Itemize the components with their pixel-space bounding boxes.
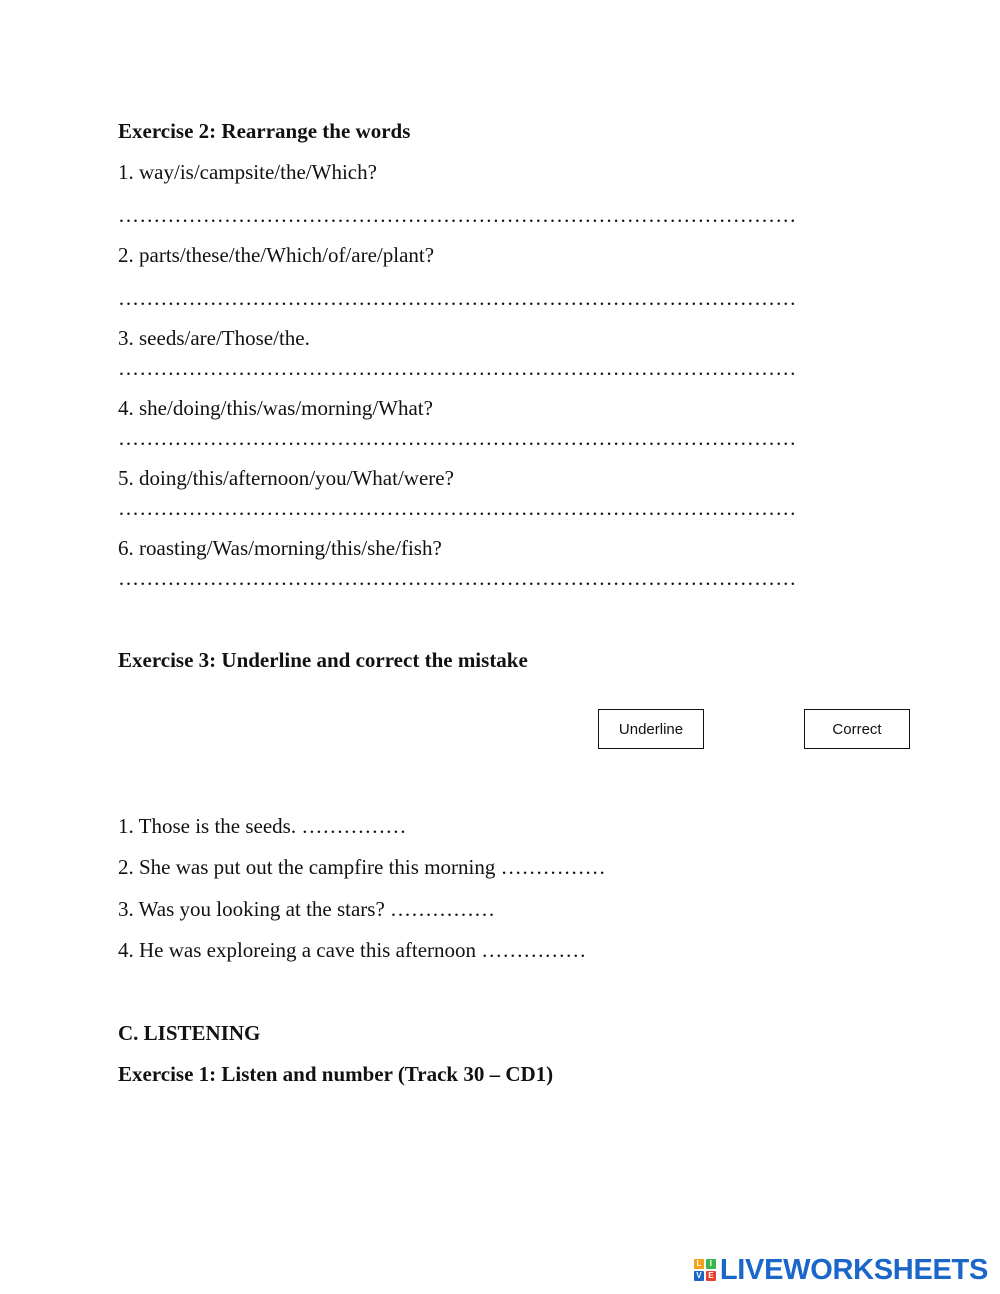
listening-heading: C. LISTENING (118, 1021, 261, 1045)
answer-line-3[interactable]: …………………………………………………………………………………… (118, 356, 797, 380)
answer-line-5[interactable]: …………………………………………………………………………………… (118, 496, 797, 520)
exercise2-item-6: 6. roasting/Was/morning/this/she/fish? (118, 536, 442, 560)
exercise3-item-2: 2. She was put out the campfire this morning …………… (118, 855, 606, 879)
exercise2-item-5: 5. doing/this/afternoon/you/What/were? (118, 466, 454, 490)
exercise2-title: Exercise 2: Rearrange the words (118, 119, 411, 143)
answer-line-6[interactable]: …………………………………………………………………………………… (118, 566, 797, 590)
exercise2-item-3: 3. seeds/are/Those/the. (118, 326, 310, 350)
exercise2-item-4: 4. she/doing/this/was/morning/What? (118, 396, 433, 420)
listening-exercise1-title: Exercise 1: Listen and number (Track 30 – CD1) (118, 1062, 554, 1086)
exercise2-item-1: 1. way/is/campsite/the/Which? (118, 160, 377, 184)
answer-line-1[interactable]: …………………………………………………………………………………… (118, 203, 797, 227)
logo-text: LIVEWORKSHEETS (719, 1253, 988, 1286)
liveworksheets-logo (694, 1254, 988, 1286)
exercise2-item-2: 2. parts/these/the/Which/of/are/plant? (118, 243, 435, 267)
logo-mark-i: I (706, 1259, 716, 1269)
answer-line-4[interactable]: …………………………………………………………………………………… (118, 426, 797, 450)
logo-mark-icon (694, 1259, 716, 1281)
exercise3-item-4: 4. He was exploreing a cave this afternoon …………… (118, 938, 587, 962)
correct-box[interactable]: Correct (804, 709, 910, 749)
exercise3-item-1: 1. Those is the seeds. …………… (118, 814, 407, 838)
exercise3-title: Exercise 3: Underline and correct the mistake (118, 648, 528, 672)
answer-line-2[interactable]: …………………………………………………………………………………… (118, 286, 797, 310)
logo-mark-e: E (706, 1271, 716, 1281)
logo-mark-v: V (694, 1271, 704, 1281)
exercise3-item-3: 3. Was you looking at the stars? …………… (118, 897, 496, 921)
underline-box[interactable]: Underline (598, 709, 704, 749)
logo-mark-l: L (694, 1259, 704, 1269)
